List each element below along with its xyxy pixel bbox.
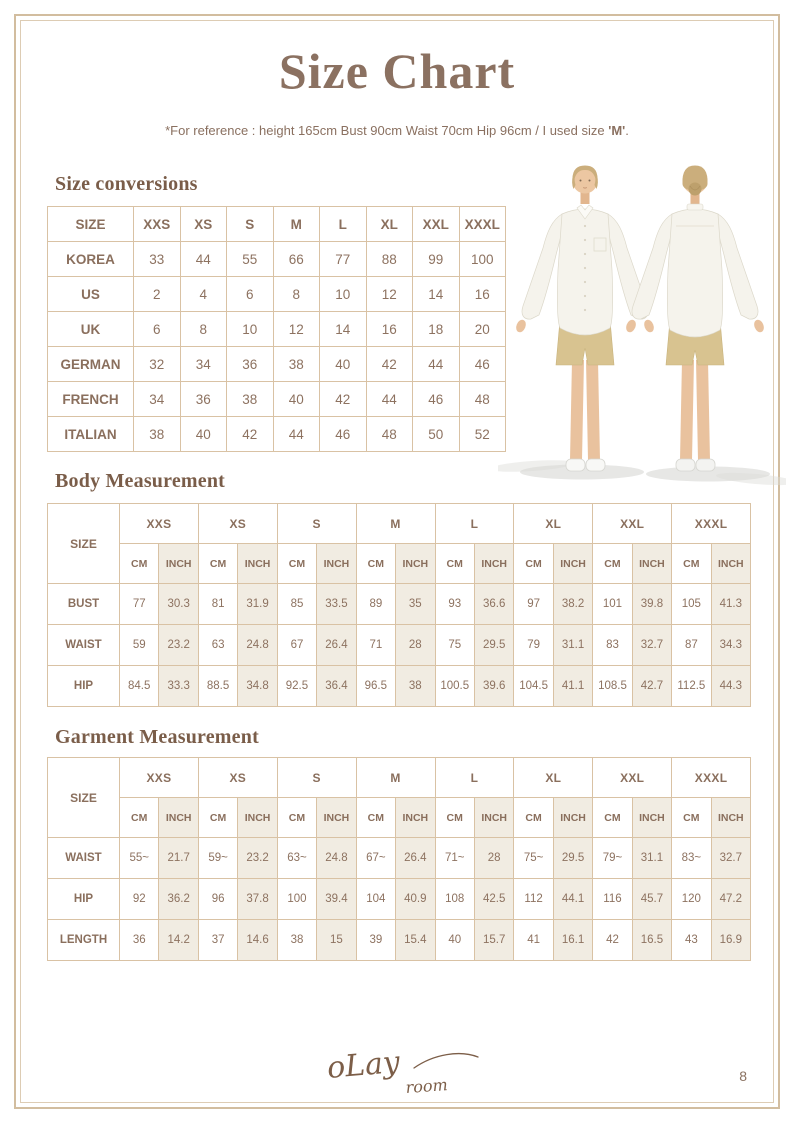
body-cm-value: 112.5 <box>672 666 711 707</box>
body-cm-value: 84.5 <box>120 666 159 707</box>
body-inch-header: INCH <box>553 544 592 584</box>
body-inch-value: 24.8 <box>238 625 277 666</box>
body-cm-value: 101 <box>593 584 632 625</box>
body-inch-value: 31.9 <box>238 584 277 625</box>
conv-column-header: L <box>320 207 367 242</box>
garment-row-label: WAIST <box>48 838 120 879</box>
garment-cm-value: 42 <box>593 920 632 961</box>
garment-cm-value: 92 <box>120 879 159 920</box>
garment-size-column-m: M <box>356 758 435 798</box>
garment-cm-value: 108 <box>435 879 474 920</box>
conv-row-label: UK <box>48 312 134 347</box>
body-inch-value: 34.3 <box>711 625 750 666</box>
conv-cell: 44 <box>273 417 320 452</box>
body-inch-value: 39.6 <box>474 666 513 707</box>
garment-inch-value: 16.5 <box>632 920 671 961</box>
conv-cell: 14 <box>413 277 460 312</box>
conv-column-header: XL <box>366 207 413 242</box>
conv-cell: 8 <box>180 312 227 347</box>
garment-inch-value: 23.2 <box>238 838 277 879</box>
conv-column-header: XXS <box>134 207 181 242</box>
garment-cm-value: 116 <box>593 879 632 920</box>
garment-size-column-s: S <box>277 758 356 798</box>
body-cm-value: 63 <box>198 625 237 666</box>
body-cm-value: 108.5 <box>593 666 632 707</box>
body-cm-value: 59 <box>120 625 159 666</box>
body-inch-value: 23.2 <box>159 625 198 666</box>
garment-size-column-l: L <box>435 758 514 798</box>
garment-cm-header: CM <box>120 798 159 838</box>
conv-cell: 6 <box>134 312 181 347</box>
body-inch-header: INCH <box>159 544 198 584</box>
conv-column-header: SIZE <box>48 207 134 242</box>
garment-inch-value: 47.2 <box>711 879 750 920</box>
garment-cm-header: CM <box>198 798 237 838</box>
conv-cell: 48 <box>459 382 506 417</box>
conv-row-label: GERMAN <box>48 347 134 382</box>
conv-cell: 52 <box>459 417 506 452</box>
conv-cell: 99 <box>413 242 460 277</box>
garment-measurement-heading: Garment Measurement <box>55 726 259 748</box>
garment-cm-value: 59~ <box>198 838 237 879</box>
conv-cell: 42 <box>320 382 367 417</box>
body-cm-header: CM <box>593 544 632 584</box>
body-inch-value: 42.7 <box>632 666 671 707</box>
garment-inch-value: 16.9 <box>711 920 750 961</box>
garment-row-label: LENGTH <box>48 920 120 961</box>
conv-cell: 48 <box>366 417 413 452</box>
conv-header-row <box>48 207 506 242</box>
body-cm-value: 88.5 <box>198 666 237 707</box>
conv-cell: 38 <box>227 382 274 417</box>
garment-cm-value: 100 <box>277 879 316 920</box>
body-measurement-heading: Body Measurement <box>55 470 226 492</box>
conv-cell: 32 <box>134 347 181 382</box>
garment-inch-header: INCH <box>317 798 356 838</box>
reference-size-highlight: 'M' <box>608 123 626 138</box>
body-inch-value: 29.5 <box>474 625 513 666</box>
garment-row-waist <box>48 838 751 879</box>
body-unit-row <box>48 544 751 584</box>
conv-cell: 42 <box>227 417 274 452</box>
garment-inch-value: 36.2 <box>159 879 198 920</box>
body-row-label: BUST <box>48 584 120 625</box>
garment-inch-value: 40.9 <box>396 879 435 920</box>
garment-cm-value: 43 <box>672 920 711 961</box>
garment-inch-header: INCH <box>553 798 592 838</box>
conv-cell: 33 <box>134 242 181 277</box>
garment-cm-value: 40 <box>435 920 474 961</box>
garment-row-label: HIP <box>48 879 120 920</box>
body-size-column-s: S <box>277 504 356 544</box>
garment-cm-value: 112 <box>514 879 553 920</box>
garment-inch-header: INCH <box>474 798 513 838</box>
body-inch-value: 26.4 <box>317 625 356 666</box>
conv-cell: 34 <box>180 347 227 382</box>
garment-inch-header: INCH <box>396 798 435 838</box>
garment-inch-value: 31.1 <box>632 838 671 879</box>
garment-inch-header: INCH <box>238 798 277 838</box>
conv-cell: 4 <box>180 277 227 312</box>
garment-size-column-xxs: XXS <box>120 758 199 798</box>
garment-cm-value: 83~ <box>672 838 711 879</box>
conv-column-header: XXL <box>413 207 460 242</box>
reference-note-period: . <box>625 123 629 138</box>
garment-cm-value: 38 <box>277 920 316 961</box>
body-row-label: WAIST <box>48 625 120 666</box>
garment-inch-value: 15.7 <box>474 920 513 961</box>
conv-cell: 88 <box>366 242 413 277</box>
conv-row-label: KOREA <box>48 242 134 277</box>
conv-cell: 36 <box>180 382 227 417</box>
garment-inch-header: INCH <box>711 798 750 838</box>
brand-name-line2: room <box>404 1075 449 1097</box>
garment-size-column-xs: XS <box>198 758 277 798</box>
size-conversions-heading: Size conversions <box>55 173 198 195</box>
conv-cell: 2 <box>134 277 181 312</box>
garment-row-hip <box>48 879 751 920</box>
garment-cm-header: CM <box>277 798 316 838</box>
body-cm-value: 79 <box>514 625 553 666</box>
conv-cell: 16 <box>366 312 413 347</box>
conv-cell: 38 <box>273 347 320 382</box>
body-cm-header: CM <box>435 544 474 584</box>
body-cm-value: 81 <box>198 584 237 625</box>
garment-inch-value: 15 <box>317 920 356 961</box>
conv-cell: 16 <box>459 277 506 312</box>
garment-cm-value: 71~ <box>435 838 474 879</box>
body-inch-header: INCH <box>238 544 277 584</box>
garment-inch-value: 16.1 <box>553 920 592 961</box>
page-number: 8 <box>739 1068 747 1084</box>
conv-cell: 77 <box>320 242 367 277</box>
body-size-column-xxxl: XXXL <box>672 504 751 544</box>
garment-inch-header: INCH <box>159 798 198 838</box>
garment-cm-value: 36 <box>120 920 159 961</box>
conv-row-korea <box>48 242 506 277</box>
body-cm-header: CM <box>356 544 395 584</box>
garment-cm-value: 41 <box>514 920 553 961</box>
conv-cell: 12 <box>273 312 320 347</box>
body-cm-value: 100.5 <box>435 666 474 707</box>
body-cm-value: 93 <box>435 584 474 625</box>
conv-column-header: M <box>273 207 320 242</box>
reference-note-text: *For reference : height 165cm Bust 90cm Waist 70cm Hip 96cm / I used size <box>165 123 609 138</box>
conv-cell: 44 <box>413 347 460 382</box>
conv-column-header: XS <box>180 207 227 242</box>
body-size-column-xs: XS <box>198 504 277 544</box>
body-size-column-l: L <box>435 504 514 544</box>
garment-measurement-table <box>47 757 751 961</box>
conv-cell: 38 <box>134 417 181 452</box>
body-size-column-xxs: XXS <box>120 504 199 544</box>
garment-cm-value: 104 <box>356 879 395 920</box>
garment-size-column-xxxl: XXXL <box>672 758 751 798</box>
body-inch-value: 36.4 <box>317 666 356 707</box>
body-inch-value: 39.8 <box>632 584 671 625</box>
garment-model-image <box>498 160 786 490</box>
conv-cell: 18 <box>413 312 460 347</box>
body-inch-header: INCH <box>474 544 513 584</box>
body-cm-value: 96.5 <box>356 666 395 707</box>
conv-cell: 40 <box>320 347 367 382</box>
brand-signature <box>322 1038 492 1100</box>
body-cm-value: 83 <box>593 625 632 666</box>
body-row-hip <box>48 666 751 707</box>
body-inch-value: 41.1 <box>553 666 592 707</box>
body-inch-header: INCH <box>711 544 750 584</box>
body-inch-value: 33.3 <box>159 666 198 707</box>
garment-inch-header: INCH <box>632 798 671 838</box>
garment-cm-value: 120 <box>672 879 711 920</box>
garment-cm-value: 37 <box>198 920 237 961</box>
body-cm-value: 97 <box>514 584 553 625</box>
conv-row-us <box>48 277 506 312</box>
body-size-column-xl: XL <box>514 504 593 544</box>
conv-cell: 55 <box>227 242 274 277</box>
garment-inch-value: 32.7 <box>711 838 750 879</box>
conv-cell: 40 <box>273 382 320 417</box>
body-cm-header: CM <box>514 544 553 584</box>
garment-inch-value: 29.5 <box>553 838 592 879</box>
conv-cell: 20 <box>459 312 506 347</box>
garment-cm-header: CM <box>672 798 711 838</box>
conv-cell: 100 <box>459 242 506 277</box>
conv-cell: 34 <box>134 382 181 417</box>
conv-column-header: S <box>227 207 274 242</box>
garment-cm-header: CM <box>593 798 632 838</box>
body-cm-value: 67 <box>277 625 316 666</box>
body-inch-value: 31.1 <box>553 625 592 666</box>
body-size-column-xxl: XXL <box>593 504 672 544</box>
conv-cell: 40 <box>180 417 227 452</box>
conv-row-label: ITALIAN <box>48 417 134 452</box>
garment-unit-row <box>48 798 751 838</box>
conv-cell: 36 <box>227 347 274 382</box>
body-cm-value: 77 <box>120 584 159 625</box>
garment-cm-value: 75~ <box>514 838 553 879</box>
body-cm-header: CM <box>672 544 711 584</box>
body-row-bust <box>48 584 751 625</box>
garment-size-column-xxl: XXL <box>593 758 672 798</box>
garment-cm-header: CM <box>435 798 474 838</box>
garment-cm-value: 55~ <box>120 838 159 879</box>
page-title: Size Chart <box>278 43 516 99</box>
garment-row-length <box>48 920 751 961</box>
garment-inch-value: 28 <box>474 838 513 879</box>
reference-note <box>0 123 794 138</box>
model-front-view <box>514 166 655 472</box>
garment-inch-value: 45.7 <box>632 879 671 920</box>
garment-cm-header: CM <box>356 798 395 838</box>
garment-cm-value: 96 <box>198 879 237 920</box>
garment-inch-value: 37.8 <box>238 879 277 920</box>
garment-inch-value: 24.8 <box>317 838 356 879</box>
conv-cell: 6 <box>227 277 274 312</box>
body-cm-value: 89 <box>356 584 395 625</box>
body-header-row <box>48 504 751 544</box>
body-inch-header: INCH <box>632 544 671 584</box>
conv-row-label: US <box>48 277 134 312</box>
body-inch-value: 35 <box>396 584 435 625</box>
conv-row-uk <box>48 312 506 347</box>
conv-cell: 44 <box>366 382 413 417</box>
body-inch-value: 34.8 <box>238 666 277 707</box>
conv-row-german <box>48 347 506 382</box>
garment-size-column-xl: XL <box>514 758 593 798</box>
body-cm-value: 75 <box>435 625 474 666</box>
body-inch-value: 28 <box>396 625 435 666</box>
conv-cell: 12 <box>366 277 413 312</box>
conv-cell: 50 <box>413 417 460 452</box>
conv-column-header: XXXL <box>459 207 506 242</box>
garment-inch-value: 14.6 <box>238 920 277 961</box>
conv-cell: 46 <box>459 347 506 382</box>
body-inch-value: 44.3 <box>711 666 750 707</box>
body-inch-value: 33.5 <box>317 584 356 625</box>
body-size-header: SIZE <box>48 504 120 584</box>
garment-inch-value: 39.4 <box>317 879 356 920</box>
body-cm-value: 85 <box>277 584 316 625</box>
body-cm-header: CM <box>277 544 316 584</box>
garment-size-header: SIZE <box>48 758 120 838</box>
garment-cm-value: 39 <box>356 920 395 961</box>
body-inch-value: 41.3 <box>711 584 750 625</box>
signature-swash <box>414 1054 478 1068</box>
conv-cell: 10 <box>227 312 274 347</box>
body-measurement-table <box>47 503 751 707</box>
conv-cell: 46 <box>320 417 367 452</box>
garment-cm-value: 67~ <box>356 838 395 879</box>
body-cm-value: 92.5 <box>277 666 316 707</box>
body-cm-value: 104.5 <box>514 666 553 707</box>
body-size-column-m: M <box>356 504 435 544</box>
garment-inch-value: 14.2 <box>159 920 198 961</box>
body-inch-header: INCH <box>396 544 435 584</box>
model-back-view <box>624 166 765 472</box>
conv-cell: 46 <box>413 382 460 417</box>
body-inch-value: 32.7 <box>632 625 671 666</box>
conv-cell: 42 <box>366 347 413 382</box>
garment-cm-header: CM <box>514 798 553 838</box>
body-cm-value: 105 <box>672 584 711 625</box>
brand-name-line1: oLay <box>325 1044 402 1086</box>
body-inch-header: INCH <box>317 544 356 584</box>
garment-header-row <box>48 758 751 798</box>
garment-inch-value: 26.4 <box>396 838 435 879</box>
body-cm-value: 87 <box>672 625 711 666</box>
garment-cm-value: 63~ <box>277 838 316 879</box>
body-inch-value: 30.3 <box>159 584 198 625</box>
body-inch-value: 38 <box>396 666 435 707</box>
body-cm-header: CM <box>198 544 237 584</box>
garment-inch-value: 44.1 <box>553 879 592 920</box>
size-conversions-table <box>47 206 506 452</box>
model-shadow <box>498 458 786 487</box>
garment-inch-value: 42.5 <box>474 879 513 920</box>
body-inch-value: 36.6 <box>474 584 513 625</box>
conv-row-french <box>48 382 506 417</box>
body-inch-value: 38.2 <box>553 584 592 625</box>
conv-cell: 8 <box>273 277 320 312</box>
conv-row-italian <box>48 417 506 452</box>
body-row-label: HIP <box>48 666 120 707</box>
conv-cell: 10 <box>320 277 367 312</box>
body-row-waist <box>48 625 751 666</box>
body-cm-value: 71 <box>356 625 395 666</box>
garment-inch-value: 21.7 <box>159 838 198 879</box>
conv-cell: 44 <box>180 242 227 277</box>
body-cm-header: CM <box>120 544 159 584</box>
garment-cm-value: 79~ <box>593 838 632 879</box>
garment-inch-value: 15.4 <box>396 920 435 961</box>
conv-cell: 66 <box>273 242 320 277</box>
conv-cell: 14 <box>320 312 367 347</box>
conv-row-label: FRENCH <box>48 382 134 417</box>
